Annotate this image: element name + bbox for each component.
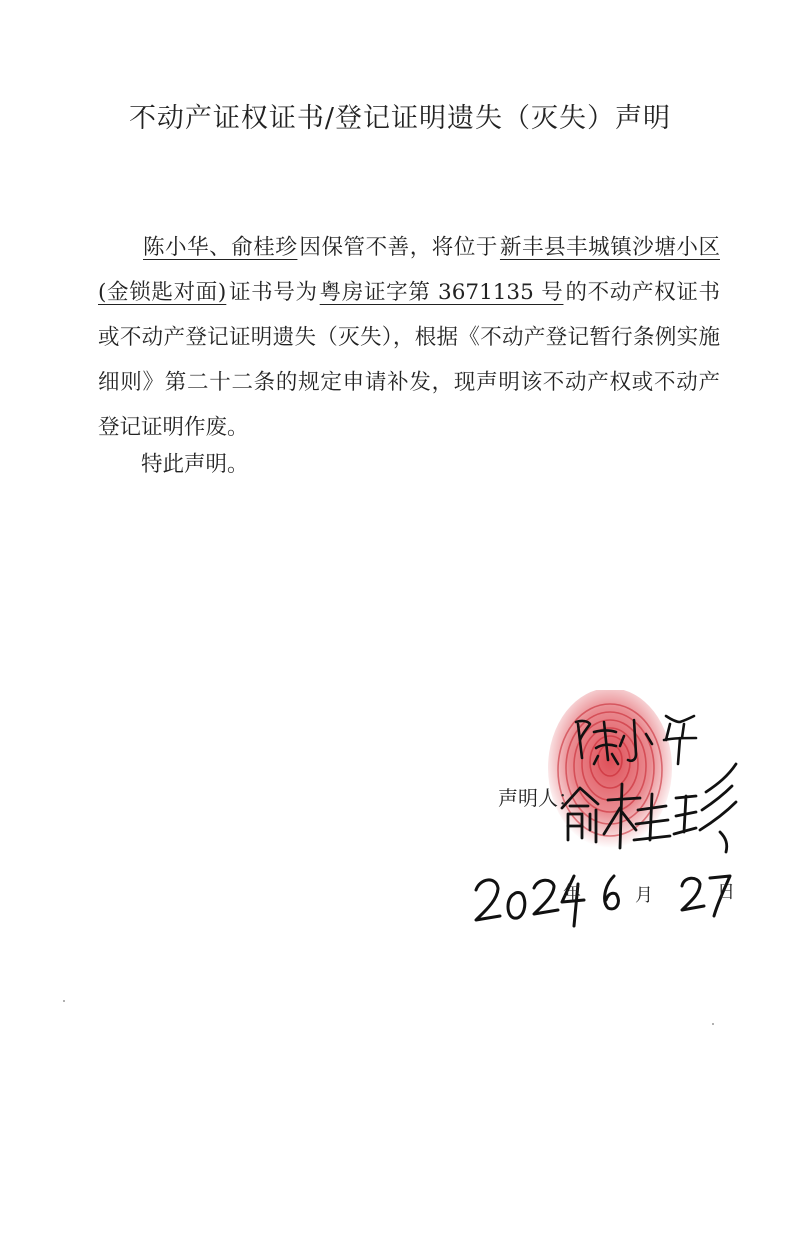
scan-speck xyxy=(712,1023,714,1025)
signature-1 xyxy=(576,716,696,764)
document-title: 不动产证权证书/登记证明遗失（灭失）声明 xyxy=(128,103,672,134)
property-address: 新丰县丰城镇沙塘小区(金锁匙对面) xyxy=(98,235,720,305)
body-text-1: 因保管不善，将位于 xyxy=(299,235,498,260)
scan-speck xyxy=(63,1000,65,1002)
body-text-2: 证书号为 xyxy=(228,280,318,305)
closing-statement: 特此声明。 xyxy=(141,452,249,477)
month-unit: 月 xyxy=(635,885,653,906)
declarant-label: 声明人： xyxy=(498,786,578,810)
certificate-number: 粤房证字第 3671135 号 xyxy=(319,280,564,305)
day-unit: 日 xyxy=(717,882,735,903)
declaration-paragraph xyxy=(98,225,720,450)
declaration-body xyxy=(98,225,720,450)
handwritten-date xyxy=(476,876,730,926)
handwriting-layer xyxy=(470,680,770,960)
owner-names: 陈小华、俞桂珍 xyxy=(143,235,298,260)
year-unit: 年 xyxy=(563,883,581,904)
signature-area xyxy=(470,680,770,960)
body-text-3: 的不动产权证书或不动产登记证明遗失（灭失），根据《不动产登记暂行条例实施细则》第二十二条的规定申请补发，现声明该不动产权或不动产登记证明作废。 xyxy=(98,280,720,440)
signature-2 xyxy=(562,764,736,852)
